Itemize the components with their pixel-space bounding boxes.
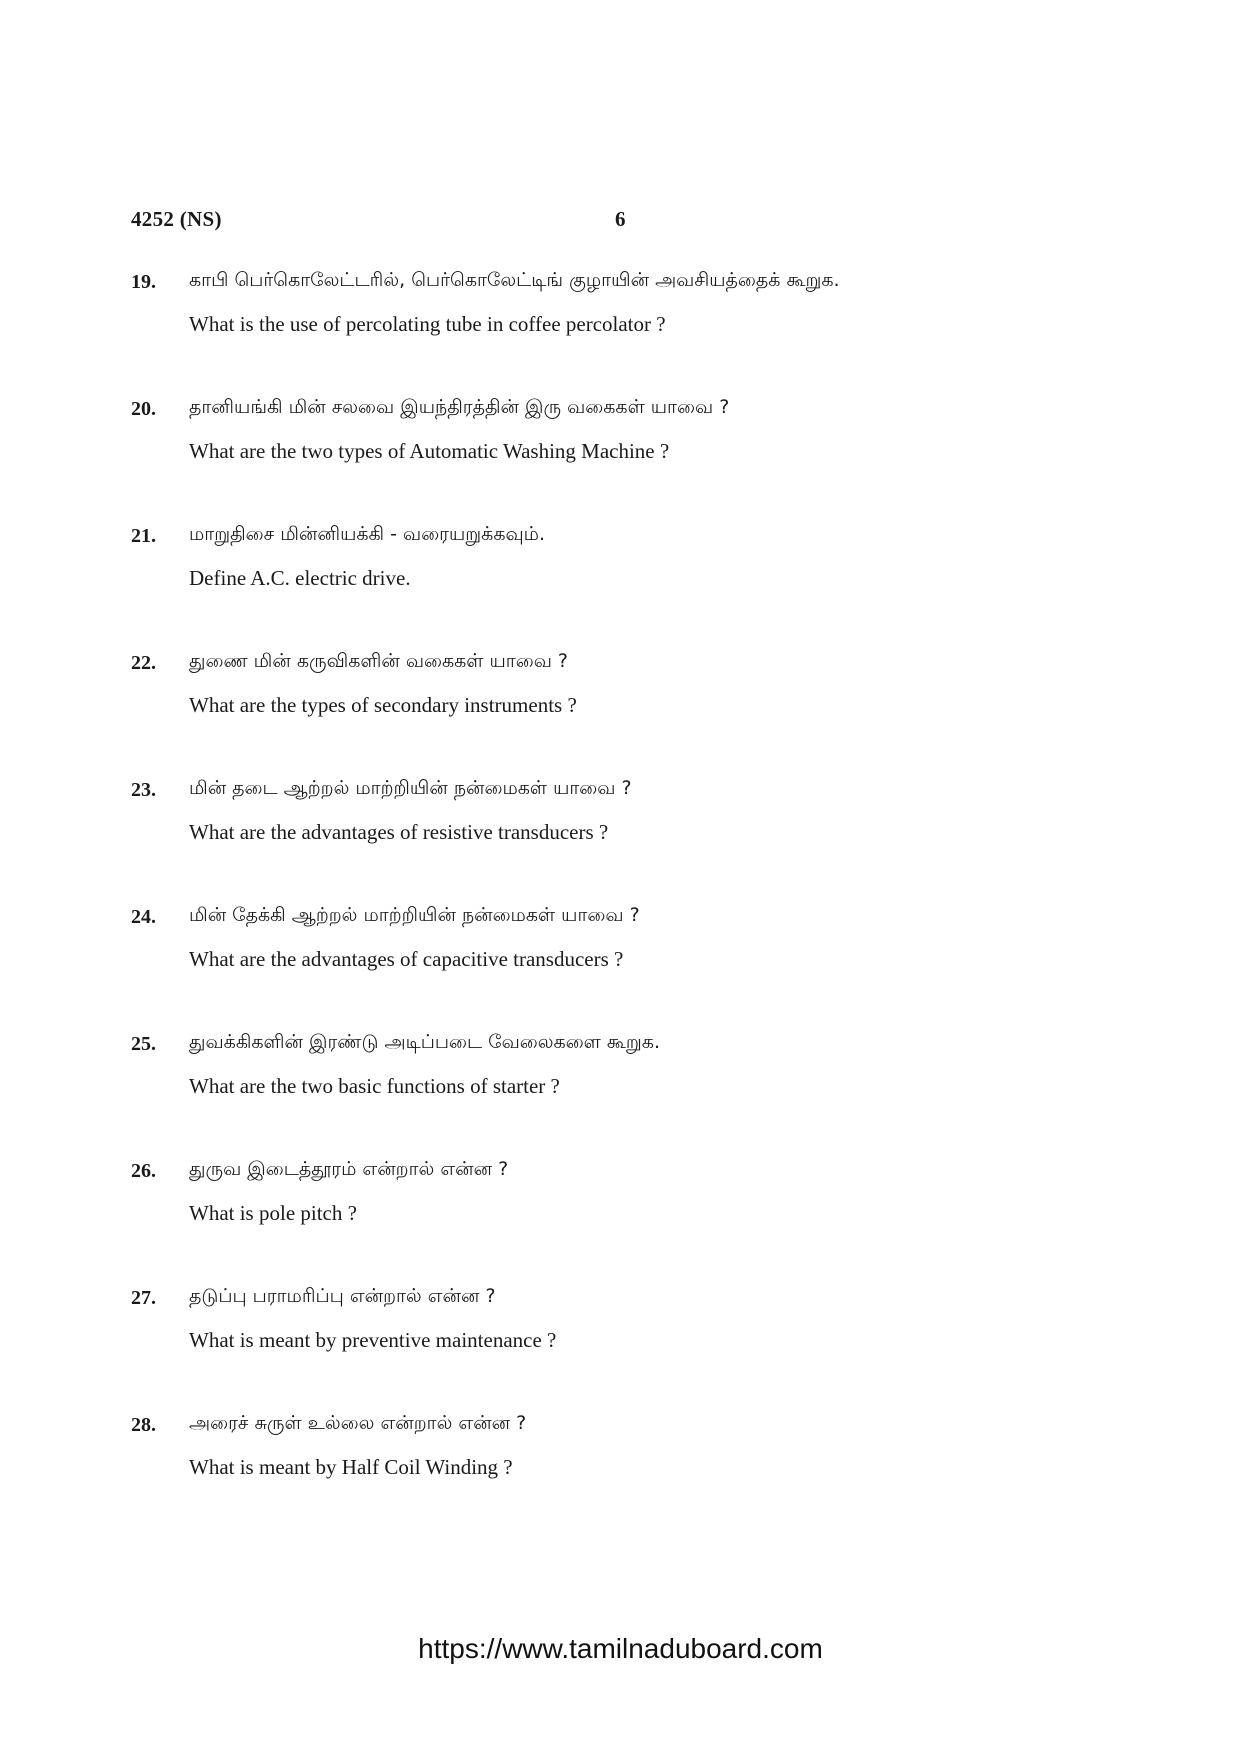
question-number: 27. [131, 1287, 156, 1309]
question-text-tamil: அரைச் சுருள் உல்லை என்றால் என்ன ? [189, 1412, 527, 1434]
question-text-english: What is meant by Half Coil Winding ? [189, 1455, 513, 1479]
paper-code: 4252 (NS) [131, 207, 222, 231]
question-text-english: What is pole pitch ? [189, 1201, 357, 1225]
question-text-tamil: காபி பெர்கொலேட்டரில், பெர்கொலேட்டிங் குழாயின் அவசியத்தைக் கூறுக. [189, 269, 840, 291]
question-number: 25. [131, 1033, 156, 1055]
question-text-english: What are the advantages of capacitive transducers ? [189, 947, 624, 971]
question-24 [131, 898, 1131, 1025]
question-number: 24. [131, 906, 156, 928]
question-20 [131, 390, 1131, 517]
question-text-english: What is the use of percolating tube in coffee percolator ? [189, 312, 666, 336]
question-text-english: What are the two types of Automatic Washing Machine ? [189, 439, 670, 463]
question-text-tamil: துணை மின் கருவிகளின் வகைகள் யாவை ? [189, 650, 568, 672]
question-text-english: What are the types of secondary instruments ? [189, 693, 577, 717]
footer-url: https://www.tamilnaduboard.com [418, 1633, 823, 1664]
question-number: 26. [131, 1160, 156, 1182]
question-text-english: What is meant by preventive maintenance ? [189, 1328, 557, 1352]
question-23 [131, 771, 1131, 898]
question-text-english: Define A.C. electric drive. [189, 566, 411, 590]
page-number: 6 [615, 207, 626, 231]
question-text-tamil: மின் தடை ஆற்றல் மாற்றியின் நன்மைகள் யாவை ? [189, 777, 632, 799]
question-25 [131, 1025, 1131, 1152]
question-number: 22. [131, 652, 156, 674]
question-text-english: What are the two basic functions of starter ? [189, 1074, 560, 1098]
question-list [131, 263, 1131, 1533]
question-text-tamil: தடுப்பு பராமரிப்பு என்றால் என்ன ? [189, 1285, 496, 1307]
question-text-tamil: தானியங்கி மின் சலவை இயந்திரத்தின் இரு வகைகள் யாவை ? [189, 396, 730, 418]
question-26 [131, 1152, 1131, 1279]
question-number: 20. [131, 398, 156, 420]
question-28 [131, 1406, 1131, 1533]
question-text-tamil: துவக்கிகளின் இரண்டு அடிப்படை வேலைகளை கூறுக. [189, 1031, 661, 1053]
question-number: 21. [131, 525, 156, 547]
question-text-tamil: மாறுதிசை மின்னியக்கி - வரையறுக்கவும். [189, 523, 545, 545]
question-number: 23. [131, 779, 156, 801]
question-number: 28. [131, 1414, 156, 1436]
question-number: 19. [131, 271, 156, 293]
question-text-tamil: மின் தேக்கி ஆற்றல் மாற்றியின் நன்மைகள் யாவை ? [189, 904, 640, 926]
question-22 [131, 644, 1131, 771]
question-text-tamil: துருவ இடைத்தூரம் என்றால் என்ன ? [189, 1158, 509, 1180]
question-19 [131, 263, 1131, 390]
question-21 [131, 517, 1131, 644]
question-27 [131, 1279, 1131, 1406]
question-text-english: What are the advantages of resistive transducers ? [189, 820, 609, 844]
